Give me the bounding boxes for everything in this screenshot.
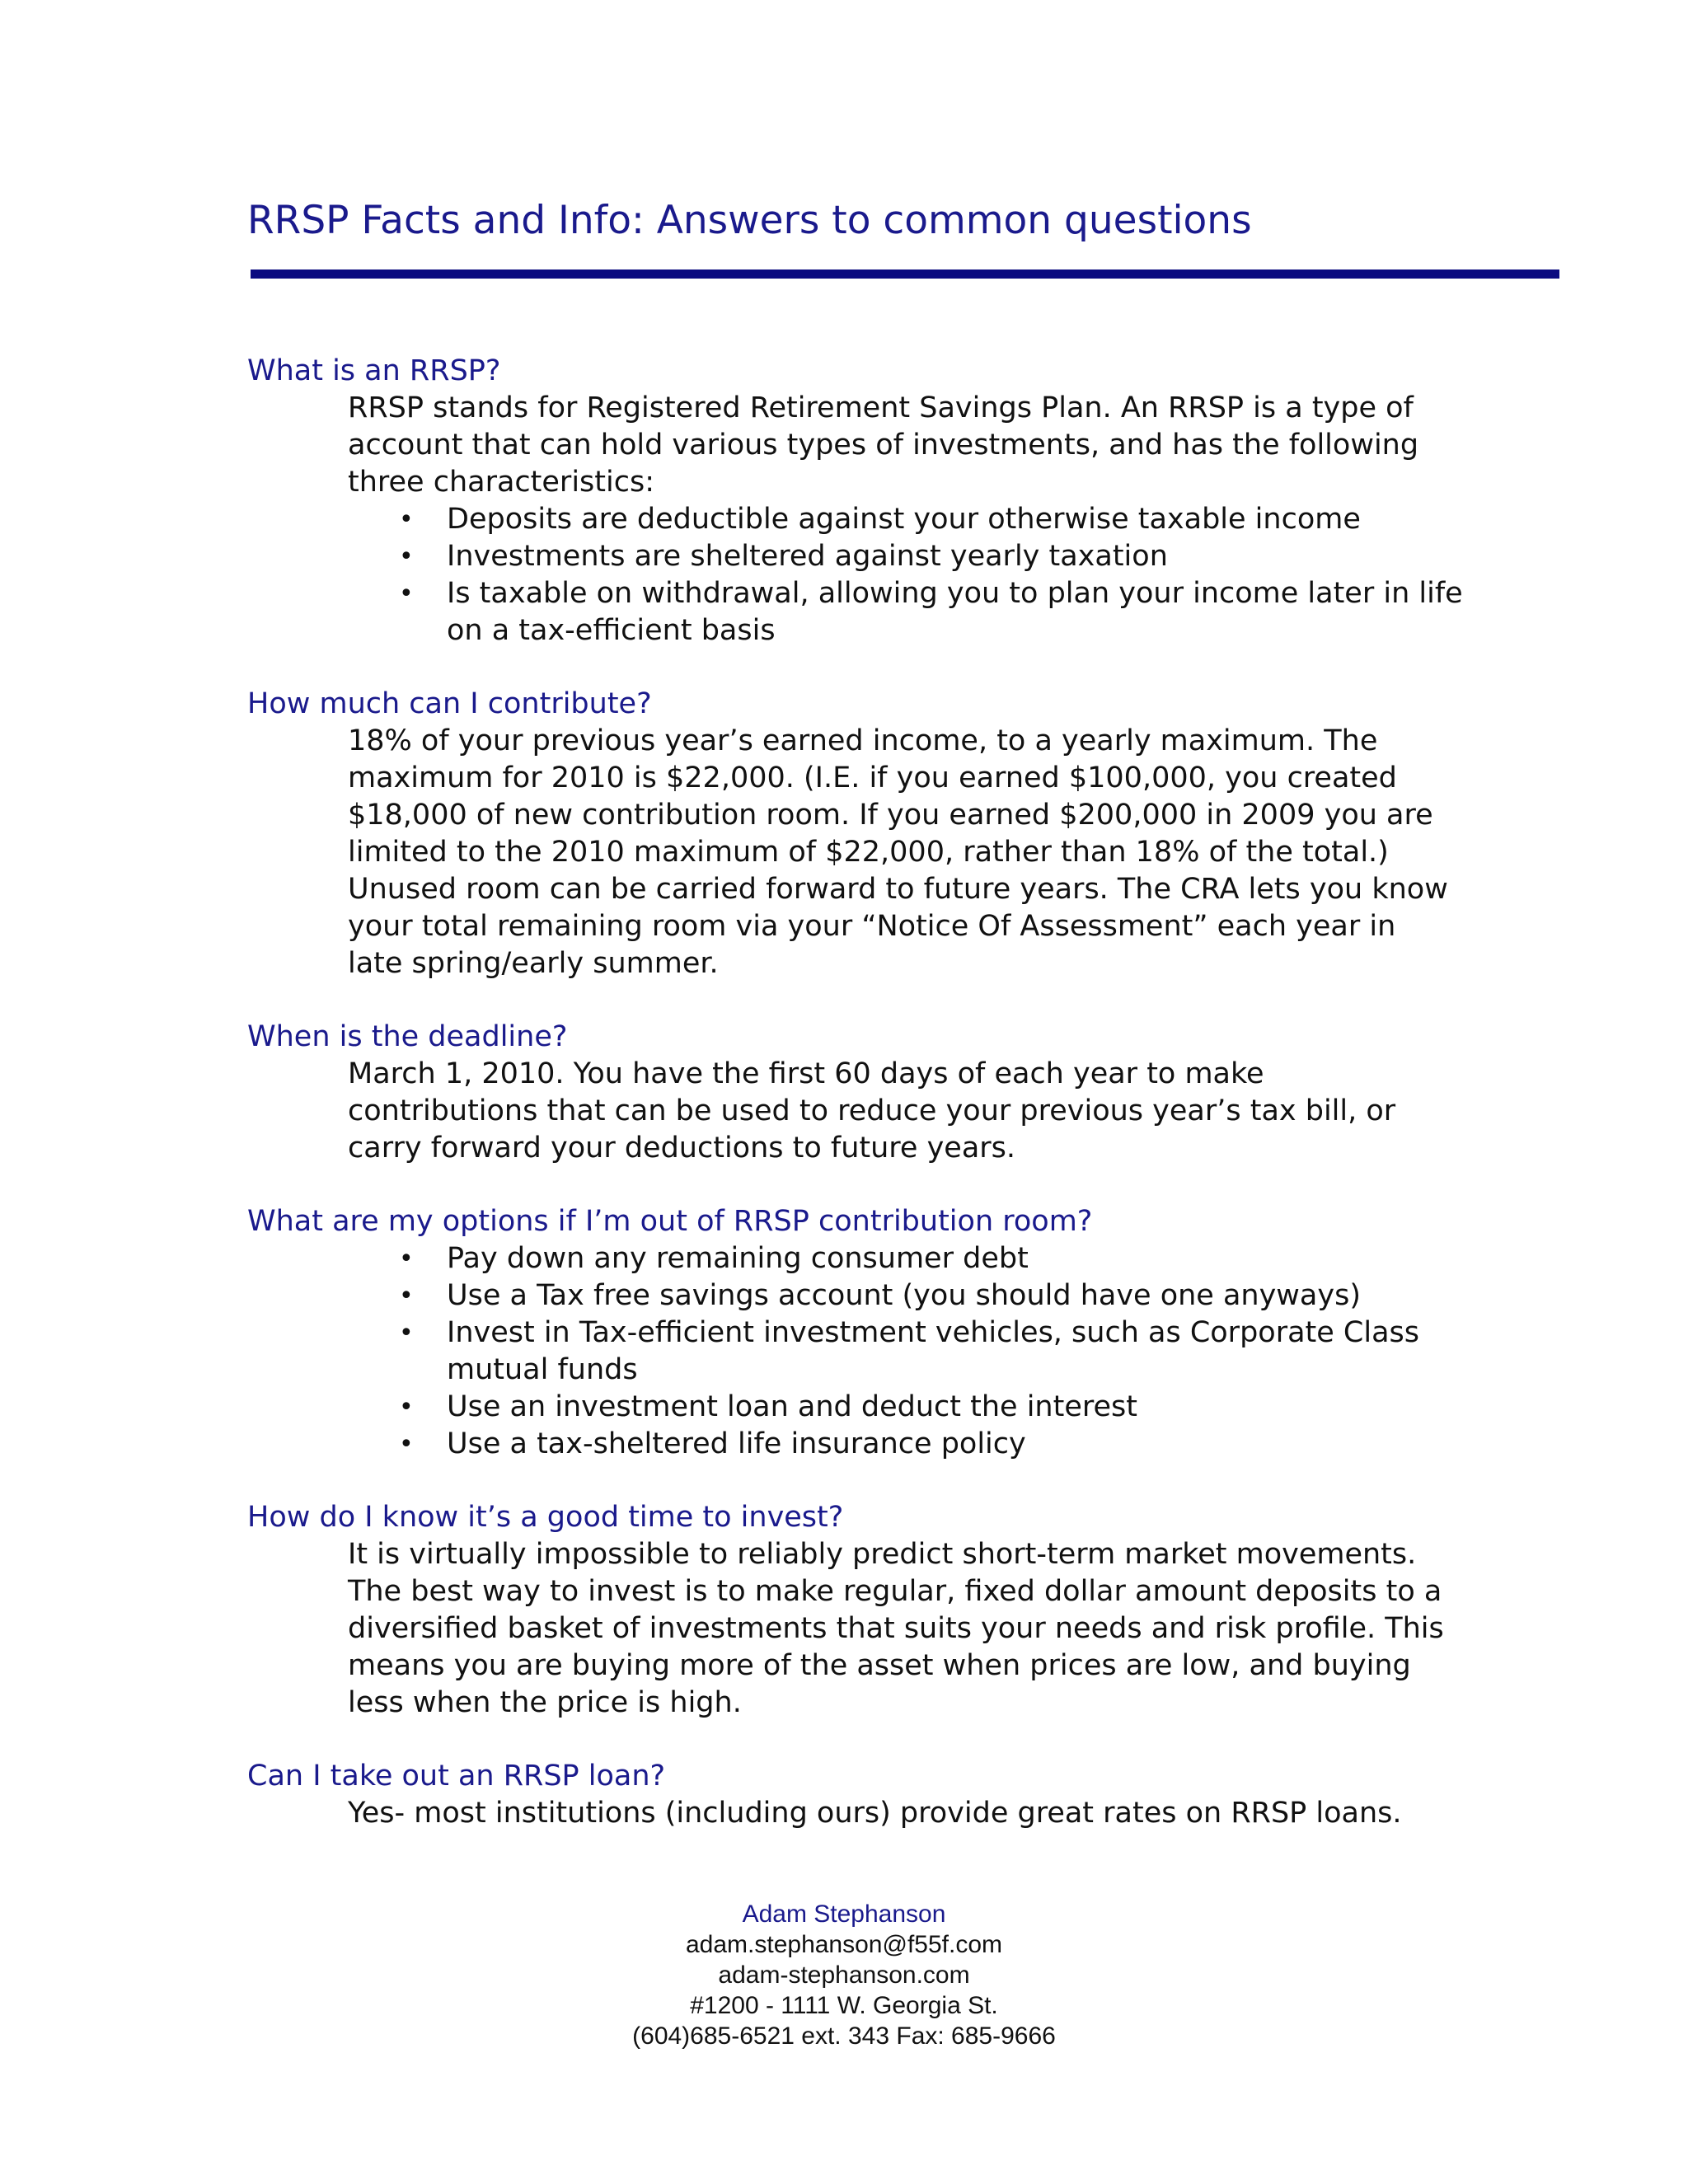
- bullet-item: • Use an investment loan and deduct the interest: [447, 1389, 1502, 1426]
- faq-section-deadline: [247, 1019, 1566, 1167]
- contact-address: #1200 - 1111 W. Georgia St.: [690, 1992, 998, 2019]
- bullet-item: • Deposits are deductible against your otherwise taxable income: [447, 501, 1502, 538]
- bullet-icon: •: [399, 542, 414, 571]
- bullet-icon: •: [399, 1319, 414, 1347]
- bullet-icon: •: [399, 1244, 414, 1273]
- faq-question: How much can I contribute?: [247, 687, 652, 720]
- faq-section-timing: [247, 1499, 1566, 1722]
- bullet-icon: •: [399, 1282, 414, 1310]
- faq-question: Can I take out an RRSP loan?: [247, 1760, 666, 1793]
- bullet-item: • Invest in Tax-efficient investment vehicles, such as Corporate Class mutual funds: [399, 1316, 1420, 1386]
- bullet-list: [247, 501, 1502, 649]
- title-divider: [251, 269, 1559, 279]
- faq-section-contribution: [247, 686, 1566, 982]
- bullet-icon: •: [399, 1430, 414, 1459]
- faq-section-what-is-rrsp: [247, 353, 1566, 649]
- faq-answer: It is virtually impossible to reliably predict short-term market movements. The best way to invest is to make regular, fixed dollar amount deposits to a diversified basket of investments that suits your needs and risk profile. This means you are buying more of the asset when prices are low, and buying less when the price is high.: [348, 1538, 1444, 1719]
- bullet-icon: •: [399, 1393, 414, 1422]
- bullet-item: • Investments are sheltered against yearly taxation: [447, 538, 1502, 575]
- faq-content: [247, 353, 1566, 1868]
- faq-answer: RRSP stands for Registered Retirement Savings Plan. An RRSP is a type of account that can hold various types of investments, and has the following three characteristics:: [348, 391, 1419, 499]
- faq-question: What are my options if I’m out of RRSP contribution room?: [247, 1205, 1093, 1238]
- faq-answer: March 1, 2010. You have the first 60 days of each year to make contributions that can be used to reduce your previous year’s tax bill, or carry forward your deductions to future years.: [348, 1057, 1396, 1165]
- contact-website[interactable]: adam-stephanson.com: [718, 1961, 970, 1989]
- faq-question: What is an RRSP?: [247, 354, 501, 387]
- page-title: RRSP Facts and Info: Answers to common questions: [247, 198, 1252, 243]
- faq-section-options: [247, 1203, 1566, 1463]
- contact-footer: [0, 1899, 1688, 2051]
- faq-answer: 18% of your previous year’s earned income, to a yearly maximum. The maximum for 2010 is $22,000. (I.E. if you earned $100,000, you created $18,000 of new contribution room. If you earned $200,000 in 2009 you are limited to the 2010 maximum of $22,000, rather than 18% of the total.) Unused room can be carried forward to future years. The CRA lets you know your total remaining room via your “Notice Of Assessment” each year in late spring/early summer.: [348, 724, 1448, 980]
- faq-answer: Yes- most institutions (including ours) provide great rates on RRSP loans.: [348, 1797, 1402, 1830]
- contact-name: Adam Stephanson: [742, 1900, 946, 1928]
- bullet-icon: •: [399, 505, 414, 534]
- bullet-item: • Is taxable on withdrawal, allowing you to plan your income later in life on a tax-efficient basis: [399, 577, 1463, 647]
- faq-question: How do I know it’s a good time to invest?: [247, 1501, 844, 1534]
- contact-email[interactable]: adam.stephanson@f55f.com: [685, 1931, 1002, 1958]
- bullet-item: • Use a tax-sheltered life insurance policy: [447, 1426, 1502, 1463]
- contact-phone: (604)685-6521 ext. 343 Fax: 685-9666: [632, 2022, 1056, 2050]
- bullet-item: • Pay down any remaining consumer debt: [447, 1240, 1502, 1277]
- bullet-item: • Use a Tax free savings account (you should have one anyways): [447, 1277, 1502, 1315]
- bullet-list: [247, 1240, 1502, 1463]
- faq-section-loan: [247, 1758, 1566, 1832]
- bullet-icon: •: [399, 579, 414, 608]
- faq-question: When is the deadline?: [247, 1020, 568, 1053]
